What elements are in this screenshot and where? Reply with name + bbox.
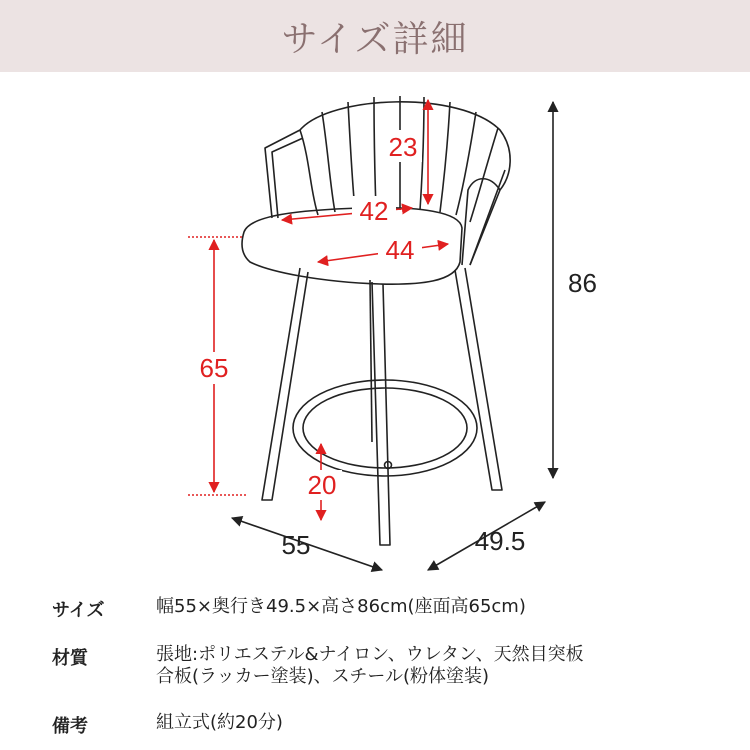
spec-label: 材質 — [52, 648, 88, 669]
dim-back-height: 23 — [388, 132, 418, 162]
dim-total-height: 86 — [568, 268, 597, 298]
spec-row-note — [52, 712, 283, 738]
dim-footrest-height: 20 — [307, 470, 337, 500]
page-title: サイズ詳細 — [281, 18, 469, 60]
spec-label: 備考 — [52, 716, 88, 737]
dim-seat-width: 42 — [359, 196, 389, 226]
spec-label: サイズ — [52, 600, 105, 621]
dim-seat-height: 65 — [199, 353, 229, 383]
spec-row-material — [52, 644, 584, 688]
spec-value: 組立式(約20分) — [156, 712, 283, 733]
spec-value: 張地:ポリエステル&ナイロン、ウレタン、天然目突板 合板(ラッカー塗装)、スチール(粉体塗装) — [156, 644, 584, 687]
spec-value: 幅55×奥行き49.5×高さ86cm(座面高65cm) — [156, 596, 526, 617]
header-banner — [0, 0, 750, 72]
chair-dimension-diagram — [0, 72, 750, 592]
dim-width: 55 — [281, 530, 311, 560]
spec-row-size — [52, 596, 526, 622]
red-dimension-lines — [188, 100, 448, 520]
dim-depth: 49.5 — [474, 526, 526, 556]
chair-illustration — [242, 96, 510, 545]
dim-seat-depth: 44 — [385, 235, 415, 265]
